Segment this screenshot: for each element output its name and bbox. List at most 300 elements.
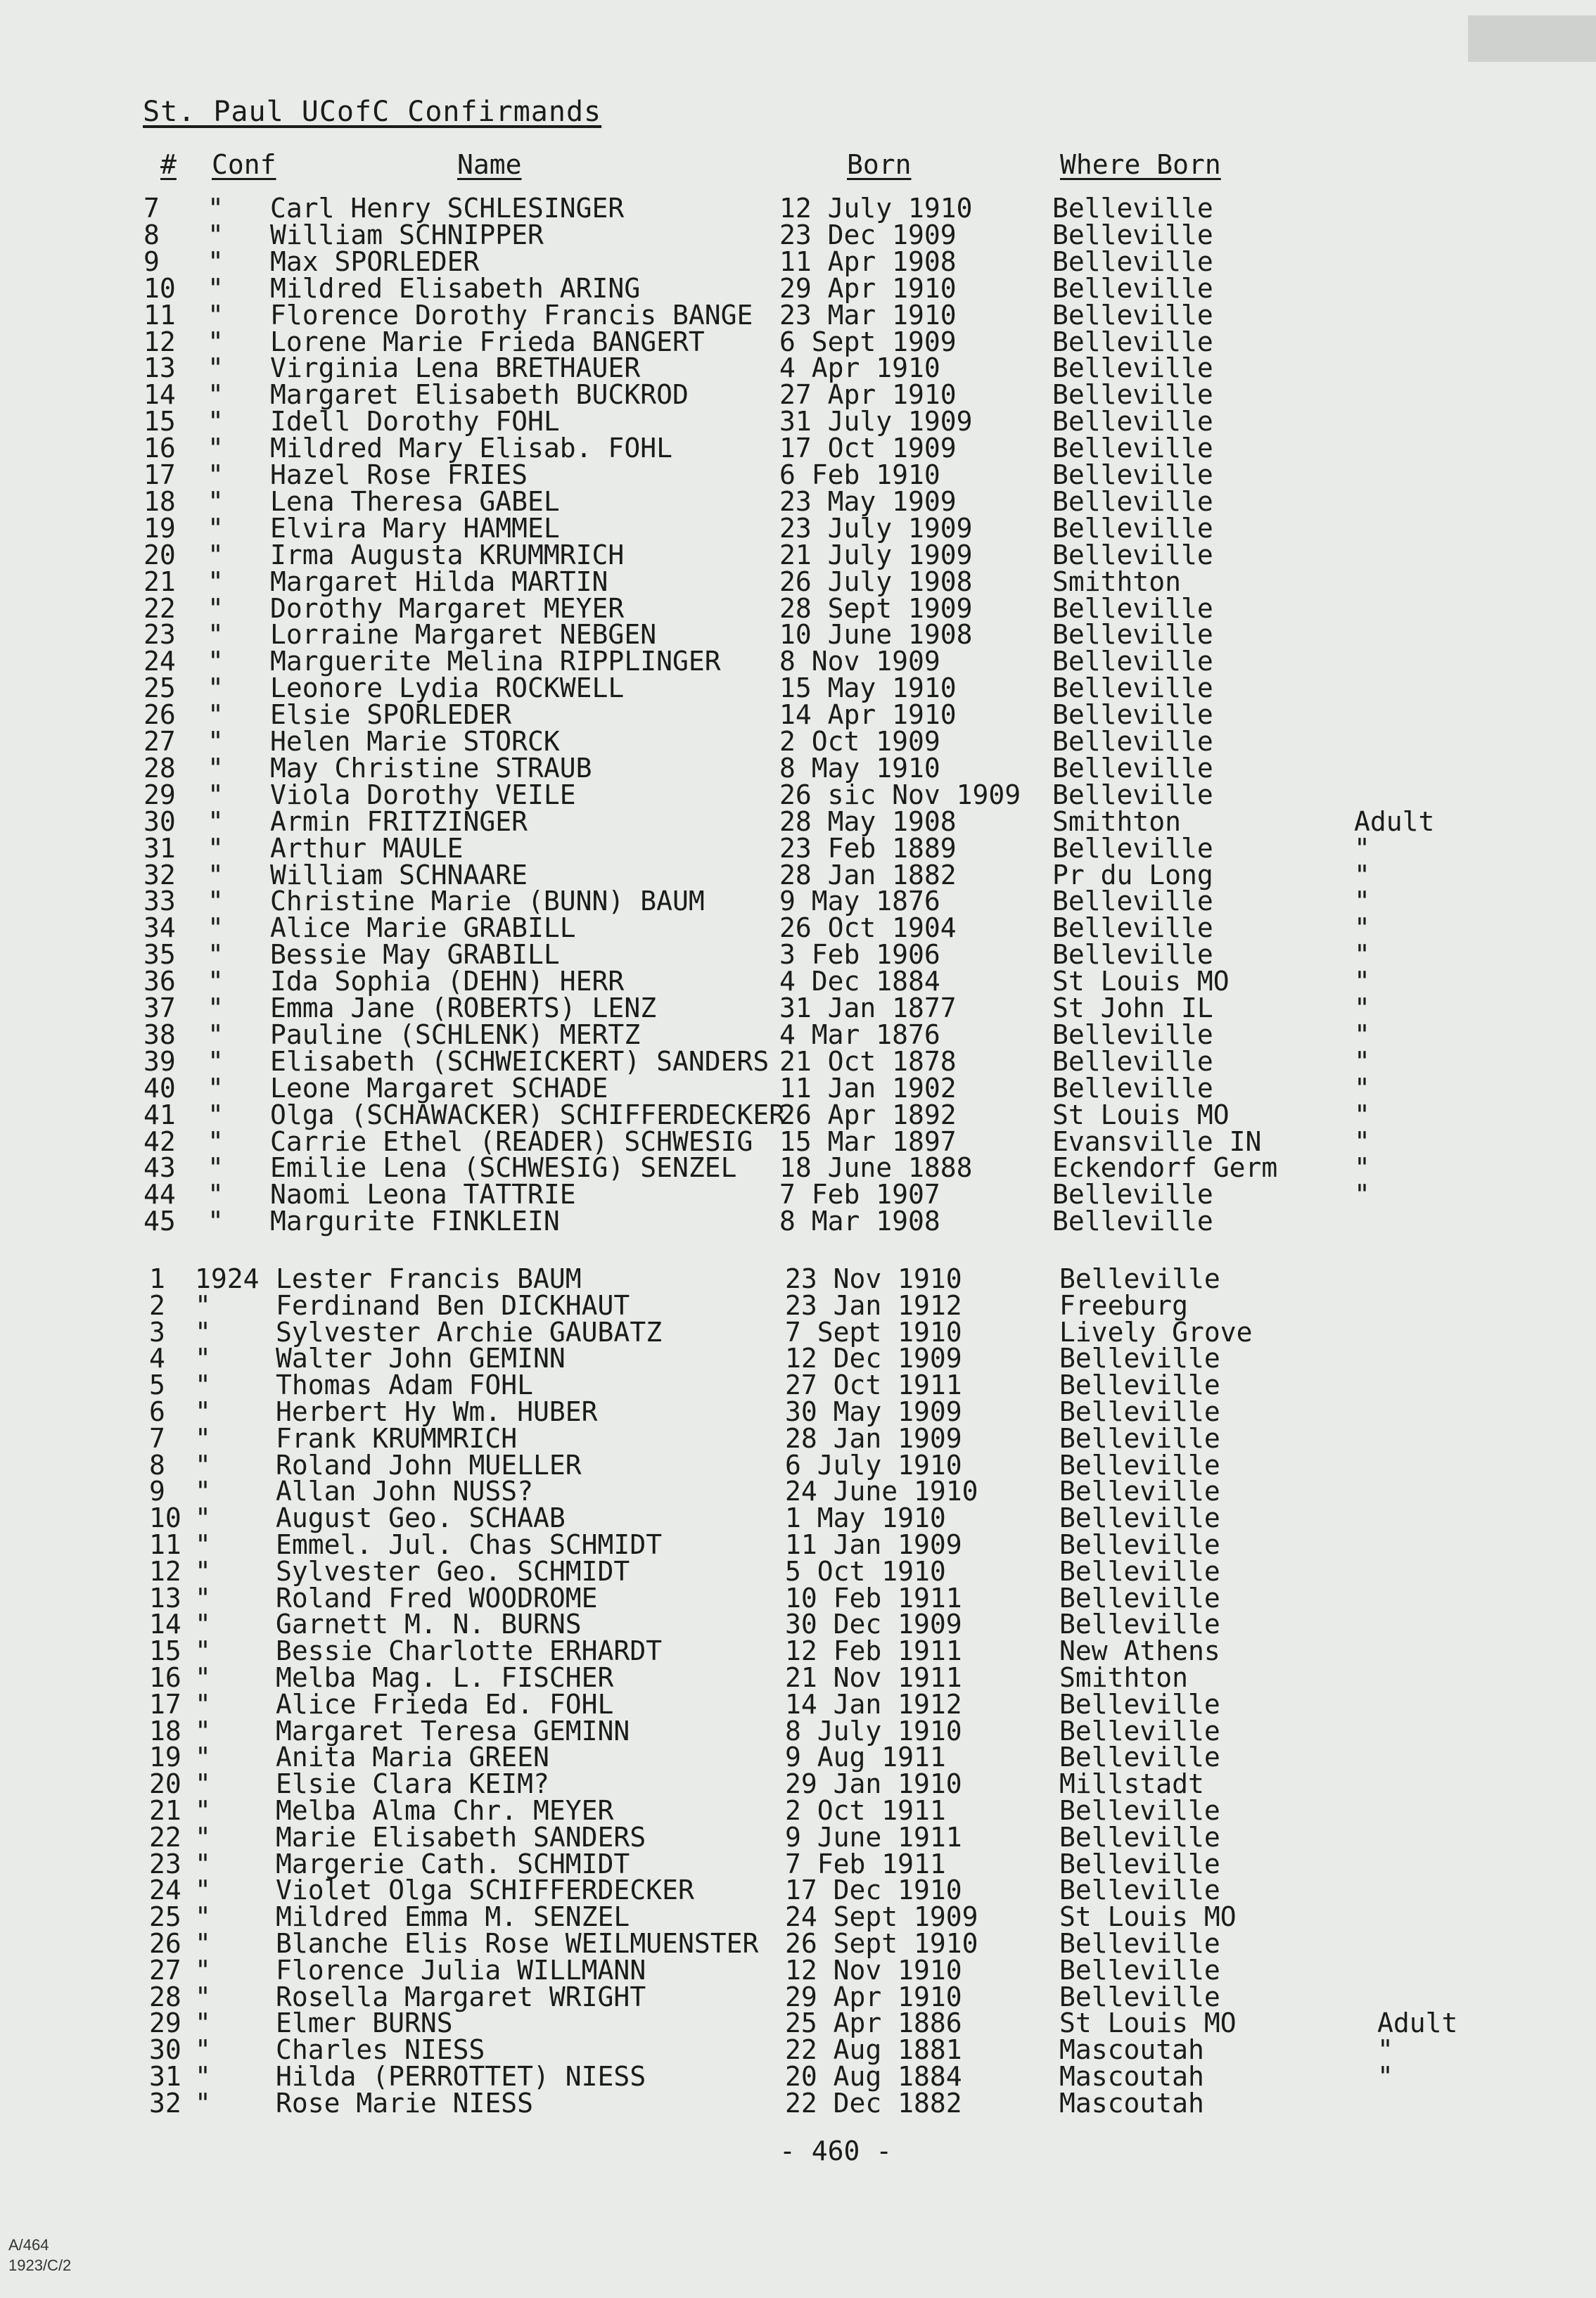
confirmand-name: Margurite FINKLEIN bbox=[270, 1206, 560, 1237]
table-row bbox=[0, 674, 1596, 702]
table-row bbox=[0, 1557, 1596, 1585]
birth-place: Belleville bbox=[1052, 939, 1213, 971]
conf-year: " bbox=[195, 1529, 211, 1560]
confirmand-name: Leone Margaret SCHADE bbox=[270, 1072, 608, 1104]
conf-year: " bbox=[195, 1715, 211, 1747]
birth-place: Belleville bbox=[1052, 379, 1213, 411]
table-row bbox=[0, 994, 1596, 1022]
confirmand-name: Marie Elisabeth SANDERS bbox=[276, 1821, 646, 1853]
confirmand-name: May Christine STRAUB bbox=[270, 752, 592, 784]
conf-year: " bbox=[208, 672, 224, 704]
confirmand-name: Helen Marie STORCK bbox=[270, 726, 560, 757]
birth-place: Belleville bbox=[1052, 512, 1213, 544]
birth-date: 15 Mar 1897 bbox=[779, 1125, 957, 1157]
confirmand-name: Rose Marie NIESS bbox=[276, 2087, 534, 2119]
conf-year: " bbox=[195, 2061, 211, 2092]
table-row bbox=[0, 406, 1596, 438]
table-row bbox=[0, 2089, 1596, 2117]
birth-place: Mascoutah bbox=[1059, 2034, 1204, 2066]
entry-number: 30 bbox=[149, 2034, 181, 2066]
birth-place: Belleville bbox=[1059, 1449, 1220, 1481]
table-row bbox=[0, 1956, 1596, 1984]
entry-number: 20 bbox=[149, 1768, 181, 1800]
table-row bbox=[0, 701, 1596, 729]
entry-number: 10 bbox=[149, 1502, 181, 1534]
birth-date: 31 Jan 1877 bbox=[779, 992, 957, 1023]
birth-place: Lively Grove bbox=[1059, 1316, 1253, 1348]
birth-date: 14 Apr 1910 bbox=[779, 699, 957, 731]
birth-place: Belleville bbox=[1052, 245, 1213, 277]
table-row bbox=[0, 727, 1596, 755]
conf-year: " bbox=[208, 832, 224, 864]
table-row bbox=[0, 1154, 1596, 1182]
confirmand-name: Blanche Elis Rose WEILMUENSTER bbox=[276, 1928, 759, 1959]
confirmand-name: Emma Jane (ROBERTS) LENZ bbox=[270, 992, 657, 1023]
birth-date: 3 Feb 1906 bbox=[779, 939, 940, 971]
birth-date: 22 Dec 1882 bbox=[785, 2087, 962, 2119]
birth-date: 28 Jan 1909 bbox=[785, 1422, 962, 1454]
conf-year: " bbox=[195, 1582, 211, 1614]
confirmand-name: Olga (SCHAWACKER) SCHIFFERDECKER bbox=[270, 1099, 786, 1130]
confirmand-name: Virginia Lena BRETHAUER bbox=[270, 352, 641, 384]
entry-number: 8 bbox=[149, 1449, 165, 1481]
table-row bbox=[0, 514, 1596, 542]
adult-note: " bbox=[1354, 939, 1370, 971]
conf-year: " bbox=[208, 699, 224, 731]
confirmand-name: Hilda (PERROTTET) NIESS bbox=[276, 2061, 646, 2092]
entry-number: 44 bbox=[143, 1179, 176, 1211]
birth-date: 26 Oct 1904 bbox=[779, 912, 957, 944]
adult-note: " bbox=[1354, 859, 1370, 891]
birth-place: Eckendorf Germ bbox=[1052, 1152, 1278, 1184]
conf-year: " bbox=[208, 539, 224, 570]
confirmand-name: Lester Francis BAUM bbox=[276, 1263, 582, 1294]
confirmand-name: Emilie Lena (SCHWESIG) SENZEL bbox=[270, 1152, 737, 1184]
conf-year: " bbox=[195, 1742, 211, 1773]
entry-number: 7 bbox=[149, 1422, 165, 1454]
conf-year: " bbox=[195, 1768, 211, 1800]
table-row bbox=[0, 1504, 1596, 1532]
birth-place: Smithton bbox=[1052, 566, 1182, 597]
conf-year: " bbox=[208, 406, 224, 438]
birth-place: Belleville bbox=[1059, 1821, 1220, 1853]
entry-number: 40 bbox=[143, 1072, 176, 1104]
entry-number: 12 bbox=[149, 1555, 181, 1587]
table-row bbox=[0, 568, 1596, 596]
entry-number: 26 bbox=[149, 1928, 181, 1959]
birth-place: St Louis MO bbox=[1052, 966, 1230, 997]
birth-date: 8 Nov 1909 bbox=[779, 646, 940, 677]
conf-year: 1924 bbox=[195, 1263, 260, 1294]
birth-place: Millstadt bbox=[1059, 1768, 1204, 1800]
table-row bbox=[0, 1983, 1596, 2011]
table-row bbox=[0, 1451, 1596, 1479]
birth-date: 11 Apr 1908 bbox=[779, 245, 957, 277]
table-row bbox=[0, 1477, 1596, 1505]
confirmand-name: Margaret Elisabeth BUCKROD bbox=[270, 379, 689, 411]
confirmand-name: Florence Dorothy Francis BANGE bbox=[270, 299, 753, 331]
confirmand-name: Elmer BURNS bbox=[276, 2007, 453, 2039]
birth-date: 7 Sept 1910 bbox=[785, 1316, 962, 1348]
birth-date: 6 July 1910 bbox=[785, 1449, 962, 1481]
birth-place: Belleville bbox=[1052, 352, 1213, 384]
entry-number: 32 bbox=[149, 2087, 181, 2119]
conf-year: " bbox=[208, 459, 224, 490]
birth-place: Belleville bbox=[1052, 832, 1213, 864]
conf-year: " bbox=[195, 1343, 211, 1374]
birth-date: 24 June 1910 bbox=[785, 1476, 978, 1507]
birth-place: Belleville bbox=[1059, 1396, 1220, 1427]
birth-place: Belleville bbox=[1052, 1179, 1213, 1211]
table-row bbox=[0, 1371, 1596, 1399]
confirmand-name: Elisabeth (SCHWEICKERT) SANDERS bbox=[270, 1045, 770, 1077]
conf-year: " bbox=[195, 1848, 211, 1879]
birth-place: Belleville bbox=[1052, 592, 1213, 624]
conf-year: " bbox=[195, 2007, 211, 2039]
entry-number: 41 bbox=[143, 1099, 176, 1130]
birth-date: 18 June 1888 bbox=[779, 1152, 973, 1184]
confirmand-name: Mildred Elisabeth ARING bbox=[270, 272, 641, 304]
conf-year: " bbox=[208, 779, 224, 810]
table-row bbox=[0, 1717, 1596, 1745]
conf-year: " bbox=[208, 805, 224, 837]
adult-note: " bbox=[1354, 1099, 1370, 1130]
header-conf: Conf bbox=[212, 149, 276, 180]
table-row bbox=[0, 354, 1596, 382]
birth-place: Freeburg bbox=[1059, 1289, 1189, 1321]
conf-year: " bbox=[208, 326, 224, 357]
table-row bbox=[0, 1125, 1596, 1157]
birth-date: 15 May 1910 bbox=[779, 672, 957, 704]
conf-year: " bbox=[208, 433, 224, 464]
birth-place: St John IL bbox=[1052, 992, 1213, 1023]
birth-date: 10 June 1908 bbox=[779, 619, 973, 651]
birth-date: 12 Dec 1909 bbox=[785, 1343, 962, 1374]
conf-year: " bbox=[208, 379, 224, 411]
adult-note: " bbox=[1354, 1125, 1370, 1157]
entry-number: 25 bbox=[149, 1901, 181, 1933]
birth-date: 2 Oct 1909 bbox=[779, 726, 940, 757]
confirmand-name: William SCHNAARE bbox=[270, 859, 528, 891]
entry-number: 16 bbox=[149, 1662, 181, 1693]
confirmand-name: Bessie May GRABILL bbox=[270, 939, 560, 971]
table-row bbox=[0, 1584, 1596, 1612]
conf-year: " bbox=[208, 512, 224, 544]
table-row bbox=[0, 647, 1596, 675]
confirmand-name: Ferdinand Ben DICKHAUT bbox=[276, 1289, 630, 1321]
birth-date: 11 Jan 1902 bbox=[779, 1072, 957, 1104]
table-row bbox=[0, 594, 1596, 623]
entry-number: 11 bbox=[143, 299, 176, 331]
birth-place: Belleville bbox=[1052, 272, 1213, 304]
birth-place: St Louis MO bbox=[1059, 1901, 1237, 1933]
confirmand-name: Bessie Charlotte ERHARDT bbox=[276, 1635, 663, 1667]
birth-place: Belleville bbox=[1052, 219, 1213, 250]
confirmand-name: Melba Mag. L. FISCHER bbox=[276, 1662, 614, 1693]
conf-year: " bbox=[195, 1795, 211, 1826]
conf-year: " bbox=[195, 1476, 211, 1507]
birth-place: Belleville bbox=[1059, 1875, 1220, 1906]
conf-year: " bbox=[208, 485, 224, 517]
birth-place: Belleville bbox=[1059, 1848, 1220, 1879]
table-row bbox=[0, 487, 1596, 516]
birth-place: Belleville bbox=[1052, 619, 1213, 651]
table-row bbox=[0, 1823, 1596, 1851]
birth-date: 8 July 1910 bbox=[785, 1715, 962, 1747]
conf-year: " bbox=[195, 1370, 211, 1401]
table-row bbox=[0, 1179, 1596, 1211]
entry-number: 24 bbox=[149, 1875, 181, 1906]
confirmand-name: Mildred Emma M. SENZEL bbox=[276, 1901, 630, 1933]
conf-year: " bbox=[208, 1179, 224, 1211]
confirmand-name: Garnett M. N. BURNS bbox=[276, 1609, 582, 1640]
table-row bbox=[0, 1074, 1596, 1102]
table-row bbox=[0, 1903, 1596, 1931]
birth-place: Belleville bbox=[1059, 1555, 1220, 1587]
confirmand-name: Sylvester Archie GAUBATZ bbox=[276, 1316, 663, 1348]
confirmand-name: Walter John GEMINN bbox=[276, 1343, 566, 1374]
birth-place: Belleville bbox=[1059, 1502, 1220, 1534]
entry-number: 16 bbox=[143, 433, 176, 464]
table-row bbox=[0, 1770, 1596, 1798]
entry-number: 29 bbox=[149, 2007, 181, 2039]
birth-place: Mascoutah bbox=[1059, 2061, 1204, 2092]
entry-number: 19 bbox=[149, 1742, 181, 1773]
entry-number: 38 bbox=[143, 1019, 176, 1050]
birth-place: Belleville bbox=[1052, 912, 1213, 944]
entry-number: 5 bbox=[149, 1370, 165, 1401]
birth-place: Belleville bbox=[1059, 1742, 1220, 1773]
confirmand-name: Pauline (SCHLENK) MERTZ bbox=[270, 1019, 641, 1050]
table-row bbox=[0, 1929, 1596, 1958]
entry-number: 24 bbox=[143, 646, 176, 677]
conf-year: " bbox=[195, 1289, 211, 1321]
confirmand-name: Carl Henry SCHLESINGER bbox=[270, 193, 625, 224]
entry-number: 28 bbox=[143, 752, 176, 784]
birth-date: 23 Dec 1909 bbox=[779, 219, 957, 250]
entry-number: 42 bbox=[143, 1125, 176, 1157]
birth-place: Belleville bbox=[1059, 1529, 1220, 1560]
entry-number: 17 bbox=[149, 1688, 181, 1720]
table-row bbox=[0, 1531, 1596, 1559]
conf-year: " bbox=[208, 619, 224, 651]
confirmand-name: Carrie Ethel (READER) SCHWESIG bbox=[270, 1125, 753, 1157]
birth-place: Evansville IN bbox=[1052, 1125, 1262, 1157]
confirmand-name: Sylvester Geo. SCHMIDT bbox=[276, 1555, 630, 1587]
table-row bbox=[0, 887, 1596, 915]
table-row bbox=[0, 2009, 1596, 2037]
table-row bbox=[0, 381, 1596, 409]
confirmand-name: Allan John NUSS? bbox=[276, 1476, 534, 1507]
birth-date: 12 Nov 1910 bbox=[785, 1954, 962, 1986]
table-row bbox=[0, 620, 1596, 649]
table-row bbox=[0, 940, 1596, 969]
birth-date: 20 Aug 1884 bbox=[785, 2061, 962, 2092]
conf-year: " bbox=[208, 299, 224, 331]
table-row bbox=[0, 834, 1596, 862]
birth-place: Belleville bbox=[1059, 1981, 1220, 2012]
adult-note: Adult bbox=[1377, 2007, 1458, 2039]
conf-year: " bbox=[208, 1099, 224, 1130]
adult-note: " bbox=[1354, 1179, 1370, 1211]
table-row bbox=[0, 274, 1596, 302]
conf-year: " bbox=[208, 939, 224, 971]
conf-year: " bbox=[208, 566, 224, 597]
birth-place: Belleville bbox=[1052, 485, 1213, 517]
confirmand-name: Rosella Margaret WRIGHT bbox=[276, 1981, 646, 2012]
birth-place: St Louis MO bbox=[1052, 1099, 1230, 1130]
birth-place: Belleville bbox=[1059, 1582, 1220, 1614]
entry-number: 18 bbox=[149, 1715, 181, 1747]
confirmand-name: Melba Alma Chr. MEYER bbox=[276, 1795, 614, 1826]
birth-date: 22 Aug 1881 bbox=[785, 2034, 962, 2066]
table-row bbox=[0, 301, 1596, 329]
conf-year: " bbox=[208, 352, 224, 384]
birth-date: 7 Feb 1911 bbox=[785, 1848, 946, 1879]
table-row bbox=[0, 1610, 1596, 1638]
confirmand-name: Irma Augusta KRUMMRICH bbox=[270, 539, 625, 570]
confirmand-name: Viola Dorothy VEILE bbox=[270, 779, 576, 810]
birth-date: 23 July 1909 bbox=[779, 512, 973, 544]
birth-date: 26 July 1908 bbox=[779, 566, 973, 597]
entry-number: 11 bbox=[149, 1529, 181, 1560]
confirmand-name: Margaret Hilda MARTIN bbox=[270, 566, 608, 597]
birth-date: 5 Oct 1910 bbox=[785, 1555, 946, 1587]
conf-year: " bbox=[208, 886, 224, 917]
conf-year: " bbox=[208, 1206, 224, 1237]
table-row bbox=[0, 328, 1596, 356]
table-row bbox=[0, 754, 1596, 782]
table-row bbox=[0, 245, 1596, 277]
table-row bbox=[0, 914, 1596, 942]
birth-date: 29 Jan 1910 bbox=[785, 1768, 962, 1800]
birth-date: 10 Feb 1911 bbox=[785, 1582, 962, 1614]
birth-date: 23 Nov 1910 bbox=[785, 1263, 962, 1294]
header-where-born: Where Born bbox=[1060, 149, 1221, 180]
birth-date: 26 Sept 1910 bbox=[785, 1928, 978, 1959]
birth-date: 8 May 1910 bbox=[779, 752, 940, 784]
table-row bbox=[0, 434, 1596, 462]
confirmand-name: Idell Dorothy FOHL bbox=[270, 406, 560, 438]
table-row bbox=[0, 221, 1596, 249]
confirmand-name: Elsie SPORLEDER bbox=[270, 699, 512, 731]
birth-place: Belleville bbox=[1059, 1343, 1220, 1374]
entry-number: 14 bbox=[143, 379, 176, 411]
adult-note: " bbox=[1354, 832, 1370, 864]
table-row bbox=[0, 805, 1596, 837]
table-row bbox=[0, 1318, 1596, 1346]
table-row bbox=[0, 1637, 1596, 1665]
birth-date: 26 Apr 1892 bbox=[779, 1099, 957, 1130]
birth-date: 9 Aug 1911 bbox=[785, 1742, 946, 1773]
entry-number: 23 bbox=[143, 619, 176, 651]
birth-date: 30 Dec 1909 bbox=[785, 1609, 962, 1640]
entry-number: 8 bbox=[143, 219, 160, 250]
conf-year: " bbox=[208, 193, 224, 224]
confirmand-name: Naomi Leona TATTRIE bbox=[270, 1179, 576, 1211]
birth-place: Belleville bbox=[1052, 726, 1213, 757]
confirmand-name: Marguerite Melina RIPPLINGER bbox=[270, 646, 721, 677]
birth-date: 24 Sept 1909 bbox=[785, 1901, 978, 1933]
entry-number: 25 bbox=[143, 672, 176, 704]
table-row bbox=[0, 1743, 1596, 1771]
birth-place: Belleville bbox=[1052, 1206, 1213, 1237]
birth-place: Belleville bbox=[1052, 752, 1213, 784]
table-row bbox=[0, 1398, 1596, 1426]
birth-place: Belleville bbox=[1052, 1019, 1213, 1050]
confirmand-name: Mildred Mary Elisab. FOHL bbox=[270, 433, 672, 464]
entry-number: 21 bbox=[149, 1795, 181, 1826]
header-num: # bbox=[160, 149, 177, 180]
entry-number: 21 bbox=[143, 566, 176, 597]
conf-year: " bbox=[208, 272, 224, 304]
birth-date: 4 Dec 1884 bbox=[779, 966, 940, 997]
birth-date: 11 Jan 1909 bbox=[785, 1529, 962, 1560]
conf-year: " bbox=[208, 1045, 224, 1077]
birth-place: Smithton bbox=[1052, 805, 1182, 837]
adult-note: Adult bbox=[1354, 805, 1435, 837]
table-row bbox=[0, 461, 1596, 489]
entry-number: 32 bbox=[143, 859, 176, 891]
birth-date: 6 Feb 1910 bbox=[779, 459, 940, 490]
table-row bbox=[0, 1796, 1596, 1825]
birth-place: Belleville bbox=[1059, 1928, 1220, 1959]
header-name: Name bbox=[457, 149, 522, 180]
table-row bbox=[0, 1291, 1596, 1320]
confirmand-name: Ida Sophia (DEHN) HERR bbox=[270, 966, 625, 997]
table-row bbox=[0, 1344, 1596, 1372]
birth-place: Belleville bbox=[1059, 1422, 1220, 1454]
table-row bbox=[0, 861, 1596, 889]
conf-year: " bbox=[195, 1635, 211, 1667]
confirmand-name: Alice Marie GRABILL bbox=[270, 912, 576, 944]
entry-number: 39 bbox=[143, 1045, 176, 1077]
entry-number: 17 bbox=[143, 459, 176, 490]
birth-date: 8 Mar 1908 bbox=[779, 1206, 940, 1237]
confirmand-name: Emmel. Jul. Chas SCHMIDT bbox=[276, 1529, 663, 1560]
conf-year: " bbox=[195, 1422, 211, 1454]
confirmand-name: Dorothy Margaret MEYER bbox=[270, 592, 625, 624]
entry-number: 1 bbox=[149, 1263, 165, 1294]
birth-date: 14 Jan 1912 bbox=[785, 1688, 962, 1720]
conf-year: " bbox=[195, 2087, 211, 2119]
entry-number: 20 bbox=[143, 539, 176, 570]
birth-place: Belleville bbox=[1052, 779, 1213, 810]
birth-place: Belleville bbox=[1052, 672, 1213, 704]
table-row bbox=[0, 1047, 1596, 1075]
table-row bbox=[0, 1664, 1596, 1692]
birth-date: 23 Mar 1910 bbox=[779, 299, 957, 331]
conf-year: " bbox=[208, 1125, 224, 1157]
table-row bbox=[0, 1850, 1596, 1878]
entry-number: 6 bbox=[149, 1396, 165, 1427]
entry-number: 2 bbox=[149, 1289, 165, 1321]
birth-place: Mascoutah bbox=[1059, 2087, 1204, 2119]
birth-place: Belleville bbox=[1052, 646, 1213, 677]
confirmand-name: Elsie Clara KEIM? bbox=[276, 1768, 549, 1800]
confirmand-name: Armin FRITZINGER bbox=[270, 805, 528, 837]
entry-number: 43 bbox=[143, 1152, 176, 1184]
table-row bbox=[0, 1207, 1596, 1235]
conf-year: " bbox=[195, 1821, 211, 1853]
adult-note: " bbox=[1354, 1152, 1370, 1184]
birth-date: 1 May 1910 bbox=[785, 1502, 946, 1534]
adult-note: " bbox=[1354, 886, 1370, 917]
conf-year: " bbox=[195, 1449, 211, 1481]
entry-number: 10 bbox=[143, 272, 176, 304]
adult-note: " bbox=[1354, 992, 1370, 1023]
birth-date: 30 May 1909 bbox=[785, 1396, 962, 1427]
